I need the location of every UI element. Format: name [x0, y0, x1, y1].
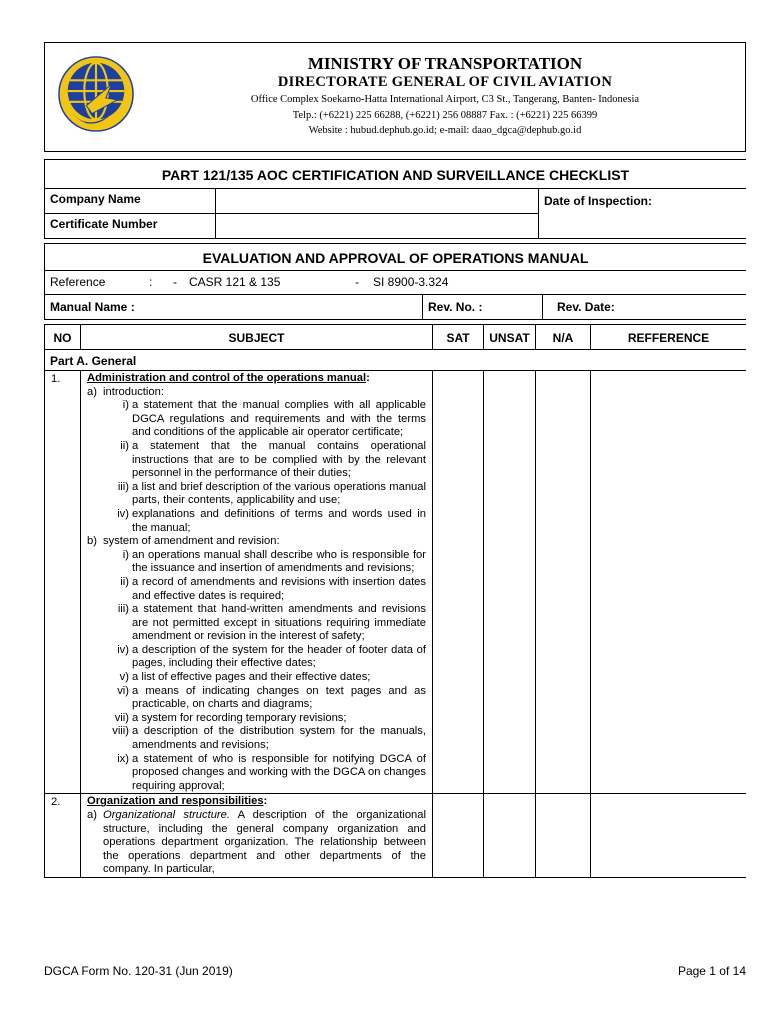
section-title: EVALUATION AND APPROVAL OF OPERATIONS MANUAL	[45, 244, 747, 271]
reference-dash-2: -	[355, 275, 359, 289]
manual-name-field[interactable]	[45, 295, 423, 320]
sub-sub-item	[87, 671, 426, 685]
sub-item	[87, 386, 426, 400]
form-title: PART 121/135 AOC CERTIFICATION AND SURVEILLANCE CHECKLIST	[45, 160, 747, 189]
phone-line: Telp.: (+6221) 225 66288, (+6221) 256 08887 Fax. : (+6221) 225 66399	[292, 110, 598, 121]
ministry-title: MINISTRY OF TRANSPORTATION	[307, 54, 583, 73]
reference-cell[interactable]	[591, 794, 747, 878]
sub-sub-item-label: ii)	[120, 439, 129, 452]
sub-sub-item-label: iii)	[117, 603, 129, 616]
sub-sub-item	[87, 712, 426, 726]
sub-sub-item-label: ix)	[117, 752, 129, 765]
item-number: 2.	[45, 794, 81, 878]
sub-sub-item-label: vi)	[117, 684, 129, 697]
item-subject	[81, 371, 433, 794]
sub-item-label: b)	[87, 535, 97, 548]
item-number: 1.	[45, 371, 81, 794]
rev-date-field[interactable]	[543, 295, 747, 320]
sub-item-text: system of amendment and revision:	[103, 535, 280, 548]
checklist-table	[44, 324, 746, 878]
letterhead	[44, 42, 746, 152]
reference-label: Reference	[50, 275, 106, 289]
sub-item	[87, 809, 426, 877]
reference-row	[45, 271, 747, 295]
sub-sub-item-text: a statement of who is responsible for notifying DGCA of proposed changes and working with the DGCA on changes requiring approval;	[132, 752, 426, 792]
item-subject	[81, 794, 433, 878]
rev-no-field[interactable]	[423, 295, 543, 320]
table-row	[45, 371, 747, 794]
reference-colon: :	[149, 275, 153, 289]
col-reference: REFFERENCE	[591, 325, 747, 350]
col-no: NO	[45, 325, 81, 350]
sub-sub-item-text: a system for recording temporary revisions;	[132, 711, 347, 724]
form-number: DGCA Form No. 120-31 (Jun 2019)	[44, 964, 233, 978]
reference-casr: CASR 121 & 135	[189, 275, 281, 289]
sub-item-text: A description of the organizational structure, including the general company organization and operations department organization. The relationship between the operations department and other departments of the company. In particular,	[103, 809, 426, 876]
item-title-suffix: :	[366, 372, 370, 384]
sub-sub-item-text: a statement that the manual complies with all applicable DGCA regulations and requirements and with the terms and conditions of the applicable air operator certificate;	[132, 399, 426, 439]
sub-item-body	[103, 535, 426, 549]
sub-sub-item-label: i)	[122, 399, 129, 412]
sub-sub-item	[87, 576, 426, 603]
address-line: Office Complex Soekarno-Hatta International Airport, C3 St., Tangerang, Banten- Indonesia	[250, 94, 640, 105]
item-title-text: Administration and control of the operations manual	[87, 372, 367, 384]
sub-sub-item-text: a list and brief description of the various operations manual parts, their contents, applicability and use;	[132, 480, 426, 507]
ministry-logo-icon	[57, 55, 135, 133]
item-title	[87, 795, 426, 809]
unsat-cell[interactable]	[484, 371, 536, 794]
sub-sub-item	[87, 508, 426, 535]
col-subject: SUBJECT	[81, 325, 433, 350]
section-block	[44, 243, 746, 320]
sub-sub-item-label: iv)	[117, 643, 129, 656]
col-na: N/A	[536, 325, 591, 350]
reference-si: SI 8900-3.324	[373, 275, 449, 289]
sub-sub-item-label: iv)	[117, 507, 129, 520]
sub-sub-item-text: a description of the distribution system for the manuals, amendments and revisions;	[132, 725, 426, 752]
sub-sub-item-text: a list of effective pages and their effective dates;	[132, 671, 371, 684]
na-cell[interactable]	[536, 371, 591, 794]
manual-name-label: Manual Name :	[50, 300, 135, 314]
website-line: Website : hubud.dephub.go.id; e-mail: daao_dgca@dephub.go.id	[308, 125, 582, 136]
sub-sub-item	[87, 399, 426, 440]
sub-sub-item-label: v)	[119, 671, 129, 684]
sub-sub-item	[87, 685, 426, 712]
reference-dash-1: -	[173, 275, 177, 289]
sub-item-text: introduction:	[103, 385, 164, 398]
unsat-cell[interactable]	[484, 794, 536, 878]
sub-sub-item	[87, 725, 426, 752]
page-number: Page 1 of 14	[677, 964, 746, 978]
sub-sub-item	[87, 440, 426, 481]
sub-item-label: a)	[87, 385, 97, 398]
date-of-inspection-field[interactable]	[539, 189, 747, 239]
certificate-number-field[interactable]	[216, 214, 539, 239]
sub-sub-item-text: a means of indicating changes on text pages and as practicable, on charts and diagrams;	[132, 684, 426, 711]
company-name-label: Company Name	[45, 189, 216, 214]
sub-item	[87, 535, 426, 549]
certificate-number-label: Certificate Number	[45, 214, 216, 239]
na-cell[interactable]	[536, 794, 591, 878]
sub-sub-item-label: iii)	[117, 480, 129, 493]
date-of-inspection-label: Date of Inspection:	[544, 194, 653, 208]
title-block	[44, 159, 746, 239]
sub-sub-item-label: vii)	[114, 711, 129, 724]
sub-item-italic: Organizational structure.	[103, 809, 230, 821]
sub-sub-item-text: a statement that the manual contains operational instructions that are to be complied with by the relevant personnel in the performance of their duties;	[132, 439, 426, 480]
part-a-heading: Part A. General	[45, 350, 747, 371]
sub-sub-item	[87, 603, 426, 644]
sub-item-body	[103, 386, 426, 400]
sub-sub-item	[87, 644, 426, 671]
sub-sub-item-text: a statement that hand-written amendments and revisions are not permitted except in situations requiring immediate amendment or revision in the interest of safety;	[132, 603, 426, 643]
sub-item-label: a)	[87, 809, 97, 821]
sub-sub-item-label: viii)	[112, 725, 129, 738]
sub-sub-item-label: ii)	[120, 575, 129, 588]
checklist-items	[45, 371, 747, 878]
sub-sub-item	[87, 753, 426, 794]
item-title-suffix: :	[263, 795, 268, 808]
sub-item-body	[103, 809, 426, 877]
sub-sub-item-label: i)	[122, 548, 129, 561]
sub-sub-item-text: explanations and definitions of terms and words used in the manual;	[132, 507, 426, 534]
directorate-title: DIRECTORATE GENERAL OF CIVIL AVIATION	[277, 74, 613, 90]
sub-sub-item-text: a record of amendments and revisions with insertion dates and effective dates is required;	[132, 575, 426, 602]
rev-date-label: Rev. Date:	[557, 300, 615, 314]
company-name-field[interactable]	[216, 189, 539, 214]
item-title-text: Organization and responsibilities	[87, 795, 264, 808]
col-unsat: UNSAT	[484, 325, 536, 350]
sat-cell[interactable]	[433, 371, 484, 794]
form-page	[44, 42, 746, 952]
sat-cell[interactable]	[433, 794, 484, 878]
item-title	[87, 372, 426, 386]
sub-sub-item-text: a description of the system for the header of footer data of pages, including their effective dates;	[132, 643, 426, 670]
sub-sub-item	[87, 481, 426, 508]
sub-sub-item-text: an operations manual shall describe who is responsible for the issuance and insertion of amendments and revisions;	[132, 548, 426, 575]
rev-no-label: Rev. No. :	[428, 300, 483, 314]
reference-cell[interactable]	[591, 371, 747, 794]
sub-sub-item	[87, 549, 426, 576]
col-sat: SAT	[433, 325, 484, 350]
table-row	[45, 794, 747, 878]
